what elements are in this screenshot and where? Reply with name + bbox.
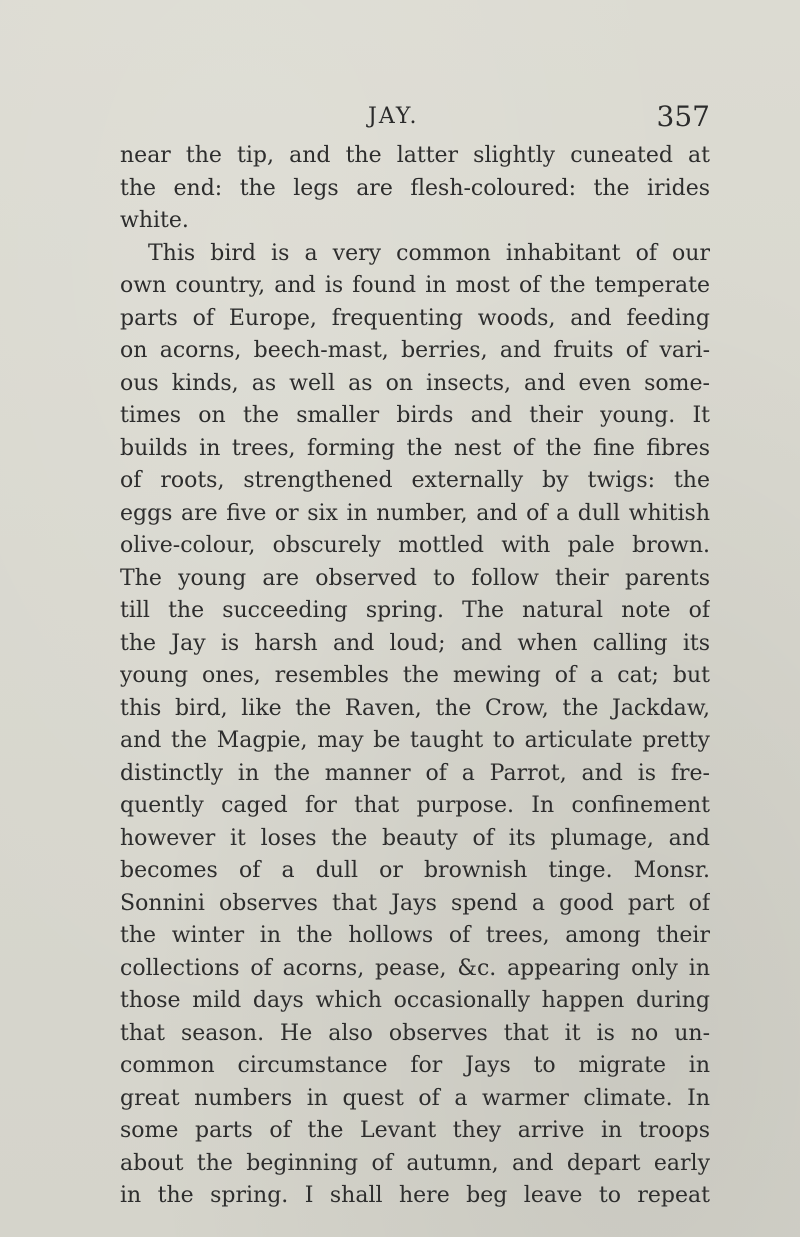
- text-line: near the tip, and the latter slightly cuneated at: [120, 143, 710, 168]
- text-line: and the Magpie, may be taught to articulate pretty: [120, 728, 710, 753]
- text-line: the end: the legs are flesh-coloured: the irides: [120, 175, 710, 201]
- text-line: common circumstance for Jays to migrate in: [120, 1053, 710, 1078]
- text-line: times on the smaller birds and their young. It: [120, 403, 710, 428]
- page-number: 357: [656, 100, 710, 133]
- text-line: young ones, resembles the mewing of a cat; but: [120, 663, 710, 688]
- body-text: [120, 140, 710, 1213]
- text-line: those mild days which occasionally happen during: [120, 988, 710, 1013]
- text-line: white.: [120, 208, 189, 233]
- text-line: of roots, strengthened externally by twigs: the: [120, 468, 710, 493]
- text-line: Sonnini observes that Jays spend a good part of: [120, 890, 710, 916]
- text-line: till the succeeding spring. The natural note of: [120, 598, 710, 623]
- text-line: The young are observed to follow their parents: [120, 565, 710, 591]
- text-line: the Jay is harsh and loud; and when calling its: [120, 630, 710, 656]
- text-line: distinctly in the manner of a Parrot, and is fre-: [120, 760, 710, 786]
- text-line: some parts of the Levant they arrive in troops: [120, 1118, 710, 1143]
- text-line: ous kinds, as well as on insects, and even some-: [120, 370, 710, 396]
- paragraph-start-line: This bird is a very common inhabitant of our: [148, 240, 710, 266]
- text-line: own country, and is found in most of the temperate: [120, 273, 710, 298]
- text-line: on acorns, beech-mast, berries, and fruits of vari-: [120, 338, 710, 363]
- text-line: quently caged for that purpose. In confinement: [120, 793, 710, 818]
- text-line: in the spring. I shall here beg leave to repeat: [120, 1183, 710, 1208]
- text-line: collections of acorns, pease, &c. appearing only in: [120, 955, 710, 981]
- text-line: olive-colour, obscurely mottled with pale brown.: [120, 533, 710, 558]
- text-line: however it loses the beauty of its plumage, and: [120, 825, 710, 851]
- text-line: great numbers in quest of a warmer climate. In: [120, 1085, 710, 1111]
- text-line: about the beginning of autumn, and depart early: [120, 1150, 710, 1176]
- text-line: that season. He also observes that it is no un-: [120, 1020, 710, 1046]
- running-head: JAY.: [368, 104, 419, 129]
- text-line: becomes of a dull or brownish tinge. Monsr.: [120, 858, 710, 883]
- page-header: [120, 100, 710, 140]
- text-line: the winter in the hollows of trees, among their: [120, 923, 710, 948]
- text-line: this bird, like the Raven, the Crow, the Jackdaw,: [120, 695, 710, 721]
- text-line: eggs are five or six in number, and of a dull whitish: [120, 500, 710, 526]
- text-line: parts of Europe, frequenting woods, and feeding: [120, 305, 710, 331]
- text-line: builds in trees, forming the nest of the fine fibres: [120, 435, 710, 461]
